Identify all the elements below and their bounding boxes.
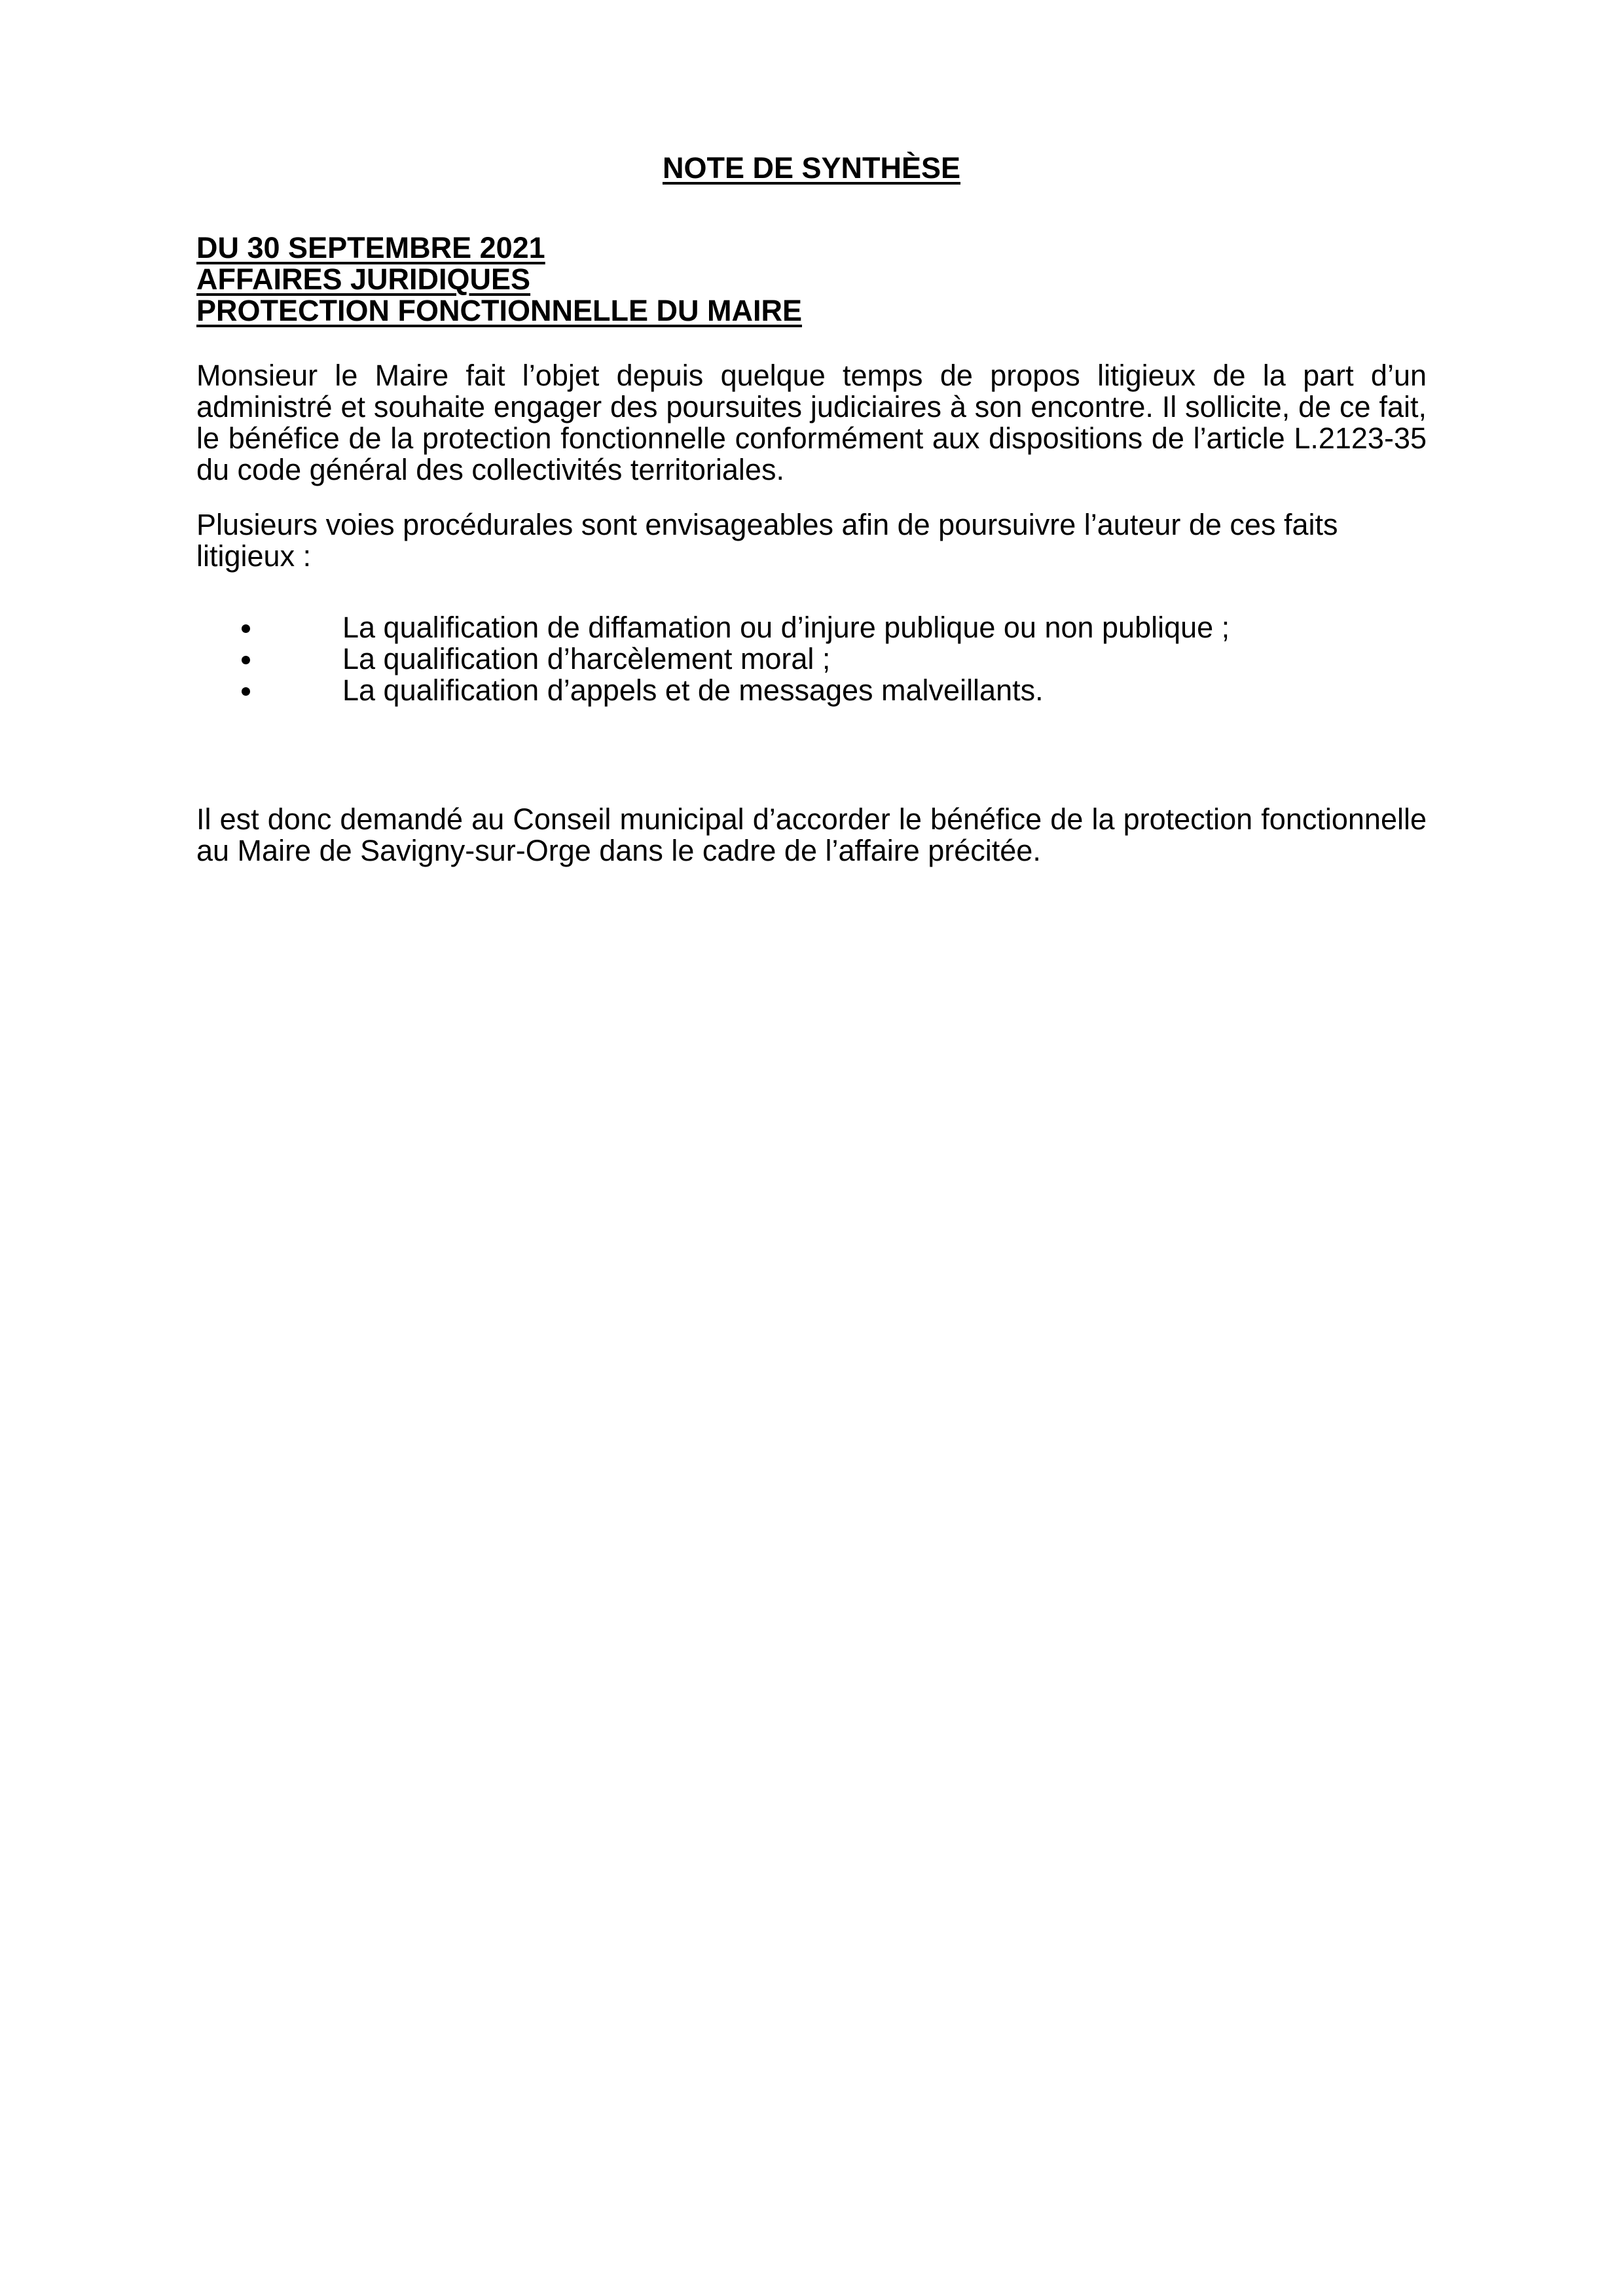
- bullet-item: [196, 675, 1427, 706]
- list-intro: Plusieurs voies procédurales sont envisageables afin de poursuivre l’auteur de ces faits litigieux :: [196, 508, 1338, 573]
- header-line-department-text: AFFAIRES JURIDIQUES: [196, 262, 531, 296]
- bullet-item: [196, 643, 1427, 675]
- closing-paragraph: Il est donc demandé au Conseil municipal d’accorder le bénéfice de la protection fonctionnelle au Maire de Savigny-sur-Orge dans le cadre de l’affaire précitée.: [196, 802, 1427, 867]
- bullet-list: [196, 612, 1427, 706]
- bullet-dot-icon: [242, 624, 250, 633]
- header-line-department: [196, 264, 1427, 295]
- header-line-date-text: DU 30 SEPTEMBRE 2021: [196, 231, 545, 264]
- header-line-subject-text: PROTECTION FONCTIONNELLE DU MAIRE: [196, 294, 802, 327]
- bullet-dot-icon: [242, 656, 250, 664]
- bullet-text: La qualification d’appels et de messages malveillants.: [342, 673, 1044, 707]
- bullet-marker: [196, 612, 342, 633]
- document-title: NOTE DE SYNTHÈSE: [662, 151, 961, 185]
- bullet-dot-icon: [242, 687, 250, 696]
- header-line-subject: [196, 295, 1427, 327]
- bullet-marker: [196, 675, 342, 696]
- document-content: [196, 0, 1427, 867]
- bullet-marker: [196, 643, 342, 664]
- bullet-text: La qualification d’harcèlement moral ;: [342, 642, 831, 675]
- body-paragraph-context: Monsieur le Maire fait l’objet depuis quelque temps de propos litigieux de la part d’un administré et souhaite engager des poursuites judiciaires à son encontre. Il sollicite, de ce fait, le bénéfice de la protection fonctionnelle conformément aux dispositions de l’article L.2123-35 du code général des collectivités territoriales.: [196, 359, 1427, 486]
- document-header-block: [196, 232, 1427, 327]
- header-line-date: [196, 232, 1427, 264]
- bullet-text: La qualification de diffamation ou d’injure publique ou non publique ;: [342, 611, 1230, 644]
- bullet-item: [196, 612, 1427, 643]
